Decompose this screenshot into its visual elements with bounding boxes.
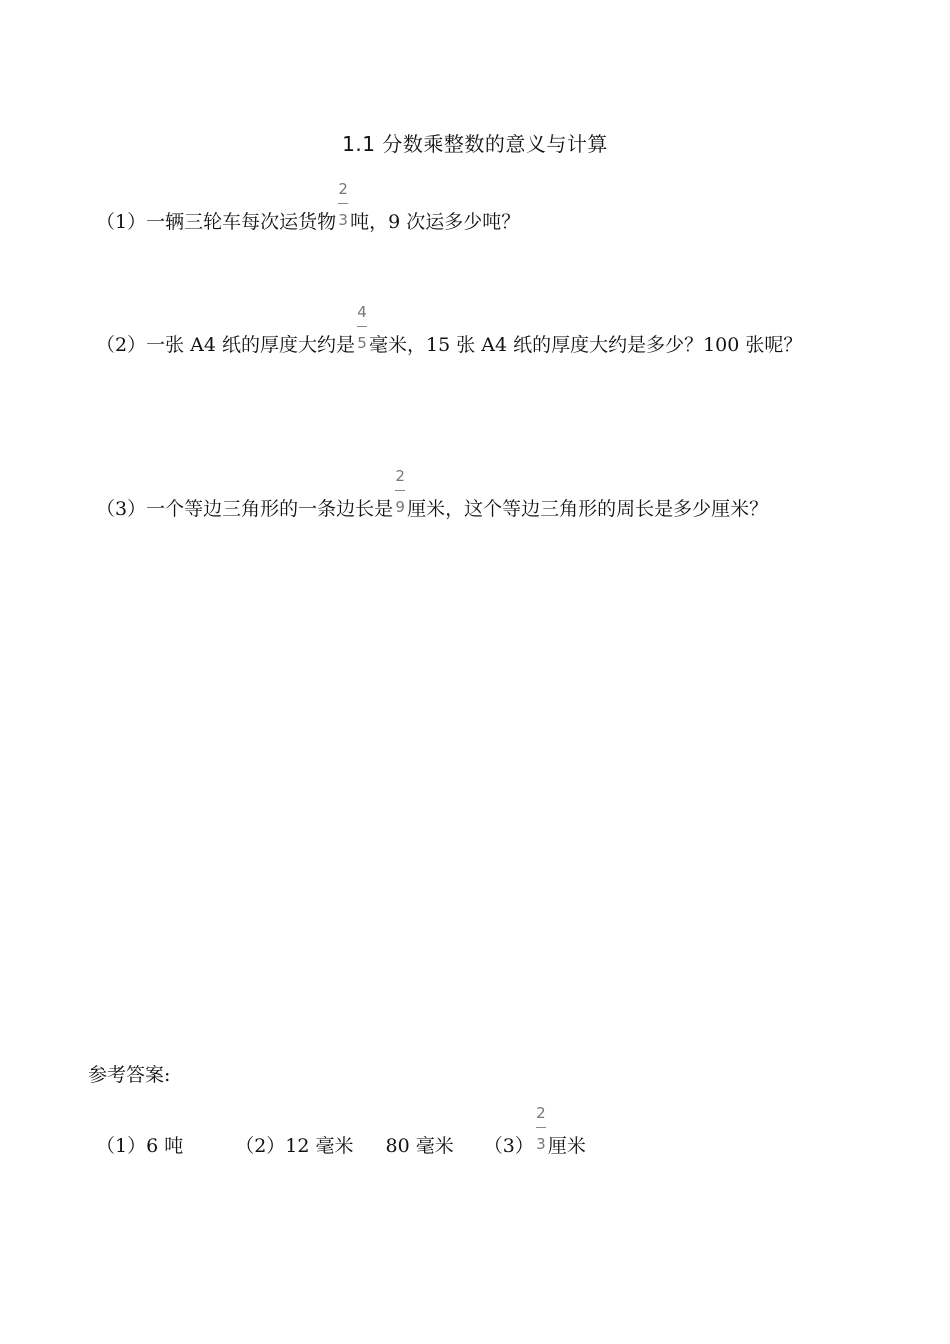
fraction-denominator: 3 <box>338 211 348 229</box>
fraction <box>393 467 407 516</box>
page-title: 1.1 分数乘整数的意义与计算 <box>342 132 608 156</box>
answers-header: 参考答案: <box>88 1064 171 1086</box>
fraction-numerator: 2 <box>536 1104 546 1122</box>
answer-2-part-1: （2）12 毫米 <box>235 1135 354 1157</box>
fraction <box>355 303 369 352</box>
fraction <box>336 180 350 229</box>
fraction-bar <box>536 1127 546 1128</box>
fraction-numerator: 2 <box>395 467 405 485</box>
question-text: 厘米，这个等边三角形的周长是多少厘米？ <box>407 498 769 520</box>
fraction-numerator: 4 <box>357 303 367 321</box>
fraction-bar <box>395 490 405 491</box>
question-text: （2）一张 A4 纸的厚度大约是 <box>96 334 355 356</box>
fraction-bar <box>357 326 367 327</box>
question-3 <box>96 467 769 520</box>
fraction-numerator: 2 <box>338 180 348 198</box>
question-text: 吨，9 次运多少吨？ <box>350 211 521 233</box>
question-text: （3）一个等边三角形的一条边长是 <box>96 498 394 520</box>
answer-3-unit: 厘米 <box>547 1135 586 1157</box>
fraction-denominator: 9 <box>395 498 405 516</box>
question-text: 毫米，15 张 A4 纸的厚度大约是多少？100 张呢？ <box>368 334 803 356</box>
fraction-denominator: 5 <box>357 334 367 352</box>
fraction-bar <box>338 203 348 204</box>
answer-3-prefix: （3） <box>483 1135 534 1157</box>
question-2 <box>96 303 803 356</box>
answer-1: （1）6 吨 <box>96 1135 184 1157</box>
question-text: （1）一辆三轮车每次运货物 <box>96 211 337 233</box>
fraction <box>534 1104 548 1153</box>
fraction-denominator: 3 <box>536 1135 546 1153</box>
question-1 <box>96 180 521 233</box>
answer-2-part-2: 80 毫米 <box>385 1135 454 1157</box>
answers-line <box>96 1104 586 1157</box>
